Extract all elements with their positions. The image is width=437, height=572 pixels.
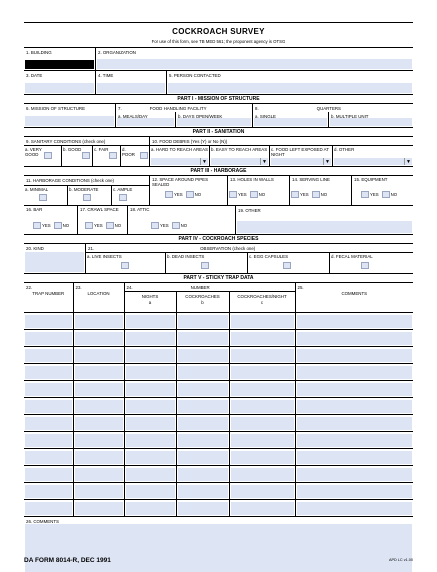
dead-insects-checkbox[interactable] bbox=[201, 262, 209, 269]
attic-yes-checkbox[interactable] bbox=[151, 222, 159, 229]
egg-capsules-checkbox[interactable] bbox=[283, 262, 291, 269]
live-insects-label: a. LIVE INSECTS bbox=[87, 254, 122, 259]
hard-to-reach-label: a. HARD TO REACH AREAS bbox=[151, 147, 208, 152]
no-label: NO bbox=[114, 223, 122, 228]
serving-no-checkbox[interactable] bbox=[312, 191, 320, 198]
minimal-label: a. MINIMAL bbox=[25, 187, 49, 192]
trap-number-field[interactable] bbox=[25, 332, 72, 345]
days-label: b. DAYS OPEN/WEEK bbox=[178, 113, 223, 119]
trap-number-field[interactable] bbox=[25, 434, 72, 447]
nights-field[interactable] bbox=[126, 502, 175, 515]
dead-insects-label: b. DEAD INSECTS bbox=[167, 254, 205, 259]
person-contacted-label: 5. PERSON CONTACTED bbox=[169, 72, 221, 78]
location-field[interactable] bbox=[75, 502, 123, 515]
location-field[interactable] bbox=[75, 332, 123, 345]
comments-field[interactable] bbox=[297, 383, 413, 396]
bar-no-checkbox[interactable] bbox=[54, 222, 62, 229]
harborage-other-label: 19. OTHER bbox=[238, 207, 261, 213]
form-number: DA FORM 8014-R, DEC 1991 bbox=[24, 557, 111, 564]
trap-number-field[interactable] bbox=[25, 417, 72, 430]
cockroaches-per-night-field[interactable] bbox=[231, 366, 294, 379]
cockroaches-field[interactable] bbox=[178, 485, 228, 498]
table-row bbox=[24, 313, 413, 330]
food-debris-label: 10. FOOD DEBRIS (Yes (Y) or No (N)) bbox=[152, 138, 228, 144]
location-field[interactable] bbox=[75, 451, 123, 464]
cockroaches-per-night-field[interactable] bbox=[231, 485, 294, 498]
live-insects-checkbox[interactable] bbox=[121, 262, 129, 269]
trap-number-field[interactable] bbox=[25, 349, 72, 362]
date-field[interactable] bbox=[25, 83, 94, 93]
comments-field[interactable] bbox=[297, 451, 413, 464]
kind-field[interactable] bbox=[25, 252, 84, 272]
trap-number-field[interactable] bbox=[25, 366, 72, 379]
comments-field[interactable] bbox=[297, 366, 413, 379]
cockroaches-field[interactable] bbox=[178, 434, 228, 447]
fecal-material-label: d. FECAL MATERIAL bbox=[331, 254, 373, 259]
comments-field[interactable] bbox=[297, 400, 413, 413]
cockroaches-field[interactable] bbox=[178, 417, 228, 430]
yes-label: YES bbox=[238, 192, 247, 197]
hard-to-reach-select[interactable] bbox=[151, 158, 208, 165]
yes-label: YES bbox=[42, 223, 51, 228]
single-label: a. SINGLE bbox=[255, 113, 276, 119]
location-field[interactable] bbox=[75, 434, 123, 447]
no-label: NO bbox=[258, 192, 266, 197]
nights-field[interactable] bbox=[126, 349, 175, 362]
trap-number-field[interactable] bbox=[25, 315, 72, 328]
cockroaches-per-night-field[interactable] bbox=[231, 383, 294, 396]
trap-number-field[interactable] bbox=[25, 502, 72, 515]
comments-field[interactable] bbox=[297, 468, 413, 481]
part2-heading: PART II - SANITATION bbox=[24, 127, 413, 136]
location-field[interactable] bbox=[75, 417, 123, 430]
location-header: 23. LOCATION bbox=[73, 283, 124, 313]
cockroaches-per-night-field[interactable] bbox=[231, 451, 294, 464]
cockroaches-field[interactable] bbox=[178, 366, 228, 379]
easy-to-reach-label: b. EASY TO REACH AREAS bbox=[211, 147, 268, 152]
nights-field[interactable] bbox=[126, 332, 175, 345]
comments-field[interactable] bbox=[297, 349, 413, 362]
cockroaches-header: COCKROACHES b bbox=[177, 292, 230, 312]
location-field[interactable] bbox=[75, 383, 123, 396]
table-row bbox=[24, 432, 413, 449]
no-label: NO bbox=[320, 192, 328, 197]
number-header: 24. NUMBER NIGHTS a COCKROACHES b COCKROACHES/NIGHT c bbox=[124, 283, 295, 313]
comments-field[interactable] bbox=[297, 485, 413, 498]
yes-label: YES bbox=[160, 223, 169, 228]
form-version: APD LC v1.00 bbox=[388, 558, 413, 562]
cockroaches-per-night-field[interactable] bbox=[231, 417, 294, 430]
sticky-trap-table bbox=[24, 282, 413, 516]
ample-label: c. AMPLE bbox=[113, 187, 133, 192]
cockroaches-field[interactable] bbox=[178, 468, 228, 481]
location-field[interactable] bbox=[75, 400, 123, 413]
comments-label: 26. COMMENTS bbox=[26, 518, 59, 524]
cockroaches-field[interactable] bbox=[178, 315, 228, 328]
cockroaches-field[interactable] bbox=[178, 383, 228, 396]
yes-label: YES bbox=[174, 192, 183, 197]
yes-label: YES bbox=[370, 192, 379, 197]
fecal-material-checkbox[interactable] bbox=[361, 262, 369, 269]
cockroaches-per-night-header: COCKROACHES/NIGHT c bbox=[237, 293, 287, 306]
table-row bbox=[24, 483, 413, 500]
table-row bbox=[24, 364, 413, 381]
fair-checkbox[interactable] bbox=[109, 152, 117, 159]
cockroaches-per-night-field[interactable] bbox=[231, 434, 294, 447]
nights-field[interactable] bbox=[126, 451, 175, 464]
ample-checkbox[interactable] bbox=[119, 194, 127, 201]
easy-to-reach-select[interactable] bbox=[211, 158, 268, 165]
attic-no-checkbox[interactable] bbox=[172, 222, 180, 229]
equipment-no-checkbox[interactable] bbox=[382, 191, 390, 198]
comments-header: 25. COMMENTS bbox=[295, 283, 413, 313]
no-label: NO bbox=[62, 223, 70, 228]
no-label: NO bbox=[194, 192, 202, 197]
moderate-checkbox[interactable] bbox=[83, 194, 91, 201]
harborage-label: 11. HARBORAGE CONDITIONS (check one) bbox=[26, 177, 114, 183]
mission-label: 6. MISSION OF STRUCTURE bbox=[26, 105, 86, 111]
comments-field[interactable] bbox=[297, 434, 413, 447]
part4-heading: PART IV - COCKROACH SPECIES bbox=[24, 234, 413, 243]
building-label: 1. BUILDING bbox=[26, 49, 52, 55]
nights-field[interactable] bbox=[126, 485, 175, 498]
yes-label: YES bbox=[94, 223, 103, 228]
multiple-field[interactable] bbox=[330, 118, 412, 126]
date-label: 3. DATE bbox=[26, 72, 43, 78]
table-row bbox=[24, 381, 413, 398]
food-left-select[interactable] bbox=[271, 158, 331, 165]
comments-field[interactable] bbox=[297, 332, 413, 345]
comments-field[interactable] bbox=[25, 524, 412, 572]
comments-field[interactable] bbox=[297, 502, 413, 515]
crawl-space-label: 17. CRAWL SPACE bbox=[80, 207, 119, 212]
kind-label: 20. KIND bbox=[26, 245, 44, 251]
observation-label: 21. OBSERVATION (check one) bbox=[88, 245, 256, 251]
trap-number-field[interactable] bbox=[25, 468, 72, 481]
cockroaches-per-night-field[interactable] bbox=[231, 502, 294, 515]
location-field[interactable] bbox=[75, 349, 123, 362]
location-field[interactable] bbox=[75, 485, 123, 498]
food-left-label: c. FOOD LEFT EXPOSED AT NIGHT bbox=[271, 147, 329, 158]
cockroaches-per-night-field[interactable] bbox=[231, 315, 294, 328]
cockroaches-field[interactable] bbox=[178, 502, 228, 515]
days-field[interactable] bbox=[177, 118, 251, 126]
nights-header: NIGHTS a bbox=[125, 292, 177, 312]
food-handling-label: 7. FOOD HANDLING FACILITY bbox=[118, 105, 207, 111]
equipment-label: 15. EQUIPMENT bbox=[354, 177, 388, 182]
table-row bbox=[24, 500, 413, 517]
nights-field[interactable] bbox=[126, 468, 175, 481]
cockroaches-per-night-field[interactable] bbox=[231, 468, 294, 481]
holes-no-checkbox[interactable] bbox=[250, 191, 258, 198]
crawl-no-checkbox[interactable] bbox=[106, 222, 114, 229]
crawl-yes-checkbox[interactable] bbox=[85, 222, 93, 229]
bar-yes-checkbox[interactable] bbox=[33, 222, 41, 229]
fair-label: c. FAIR bbox=[94, 147, 109, 152]
good-label: b. GOOD bbox=[63, 147, 82, 152]
chevron-down-icon: ▼ bbox=[323, 158, 331, 165]
multiple-label: b. MULTIPLE UNIT bbox=[331, 113, 369, 119]
table-row bbox=[24, 330, 413, 347]
time-field[interactable] bbox=[97, 83, 165, 93]
egg-capsules-label: c. EGG CAPSULES bbox=[249, 254, 289, 259]
moderate-label: b. MODERATE bbox=[69, 187, 99, 192]
comments-field[interactable] bbox=[297, 315, 413, 328]
holes-label: 13. HOLES IN WALLS bbox=[230, 177, 274, 182]
part5-heading: PART V - STICKY TRAP DATA bbox=[24, 273, 413, 282]
equipment-yes-checkbox[interactable] bbox=[361, 191, 369, 198]
person-contacted-field[interactable] bbox=[168, 83, 412, 93]
comments-field[interactable] bbox=[297, 417, 413, 430]
location-field[interactable] bbox=[75, 468, 123, 481]
location-field[interactable] bbox=[75, 315, 123, 328]
location-field[interactable] bbox=[75, 366, 123, 379]
serving-yes-checkbox[interactable] bbox=[291, 191, 299, 198]
mission-field[interactable] bbox=[25, 116, 114, 126]
nights-field[interactable] bbox=[126, 366, 175, 379]
space-no-checkbox[interactable] bbox=[186, 191, 194, 198]
trap-number-field[interactable] bbox=[25, 400, 72, 413]
yes-label: YES bbox=[300, 192, 309, 197]
space-yes-checkbox[interactable] bbox=[165, 191, 173, 198]
nights-field[interactable] bbox=[126, 383, 175, 396]
no-label: NO bbox=[390, 192, 398, 197]
nights-field[interactable] bbox=[126, 400, 175, 413]
form-subtitle: For use of this form, see TB MED 561; the proponent agency is OTSG bbox=[151, 39, 286, 44]
trap-number-header: 22. TRAP NUMBER bbox=[24, 283, 73, 313]
trap-number-field[interactable] bbox=[25, 383, 72, 396]
cockroaches-per-night-field[interactable] bbox=[231, 332, 294, 345]
cockroaches-field[interactable] bbox=[178, 332, 228, 345]
cockroaches-field[interactable] bbox=[178, 400, 228, 413]
holes-yes-checkbox[interactable] bbox=[229, 191, 237, 198]
debris-other-select[interactable] bbox=[334, 158, 412, 165]
poor-checkbox[interactable] bbox=[140, 152, 148, 159]
bar-label: 16. BAR bbox=[26, 207, 43, 212]
nights-field[interactable] bbox=[126, 434, 175, 447]
meals-field[interactable] bbox=[117, 118, 174, 126]
minimal-checkbox[interactable] bbox=[39, 194, 47, 201]
nights-field[interactable] bbox=[126, 417, 175, 430]
meals-label: a. MEALS/DAY bbox=[118, 113, 148, 119]
very-good-checkbox[interactable] bbox=[44, 152, 52, 159]
cockroaches-field[interactable] bbox=[178, 451, 228, 464]
trap-number-field[interactable] bbox=[25, 485, 72, 498]
debris-other-label: d. OTHER bbox=[334, 147, 355, 152]
organization-field[interactable] bbox=[97, 59, 412, 69]
chevron-down-icon: ▼ bbox=[260, 158, 268, 165]
chevron-down-icon: ▼ bbox=[404, 158, 412, 165]
space-label: 12. SPACE AROUND PIPES SEALED bbox=[152, 177, 209, 188]
cockroaches-per-night-field[interactable] bbox=[231, 349, 294, 362]
chevron-down-icon: ▼ bbox=[200, 158, 208, 165]
no-label: NO bbox=[180, 223, 188, 228]
very-good-label: a. VERY GOOD bbox=[25, 147, 42, 158]
organization-label: 2. ORGANIZATION bbox=[98, 49, 136, 55]
poor-label: d. POOR bbox=[122, 147, 135, 158]
good-checkbox[interactable] bbox=[82, 152, 90, 159]
table-row bbox=[24, 347, 413, 364]
single-field[interactable] bbox=[254, 118, 327, 126]
cockroaches-field[interactable] bbox=[178, 349, 228, 362]
quarters-label: 8. QUARTERS bbox=[255, 105, 341, 111]
cockroach-survey-form bbox=[24, 22, 413, 572]
time-label: 4. TIME bbox=[98, 72, 114, 78]
table-row bbox=[24, 466, 413, 483]
form-title: COCKROACH SURVEY bbox=[172, 27, 265, 36]
building-field[interactable] bbox=[25, 60, 94, 69]
serving-label: 14. SERVING LINE bbox=[292, 177, 330, 182]
table-row bbox=[24, 398, 413, 415]
cockroaches-per-night-field[interactable] bbox=[231, 400, 294, 413]
sanitary-label: 9. SANITARY CONDITIONS (check one) bbox=[26, 138, 106, 144]
attic-label: 18. ATTIC bbox=[130, 207, 150, 212]
table-row bbox=[24, 449, 413, 466]
part1-heading: PART I - MISSION OF STRUCTURE bbox=[24, 94, 413, 103]
trap-number-field[interactable] bbox=[25, 451, 72, 464]
part3-heading: PART III - HARBORAGE bbox=[24, 166, 413, 175]
table-row bbox=[24, 415, 413, 432]
nights-field[interactable] bbox=[126, 315, 175, 328]
harborage-other-field[interactable] bbox=[237, 221, 412, 233]
